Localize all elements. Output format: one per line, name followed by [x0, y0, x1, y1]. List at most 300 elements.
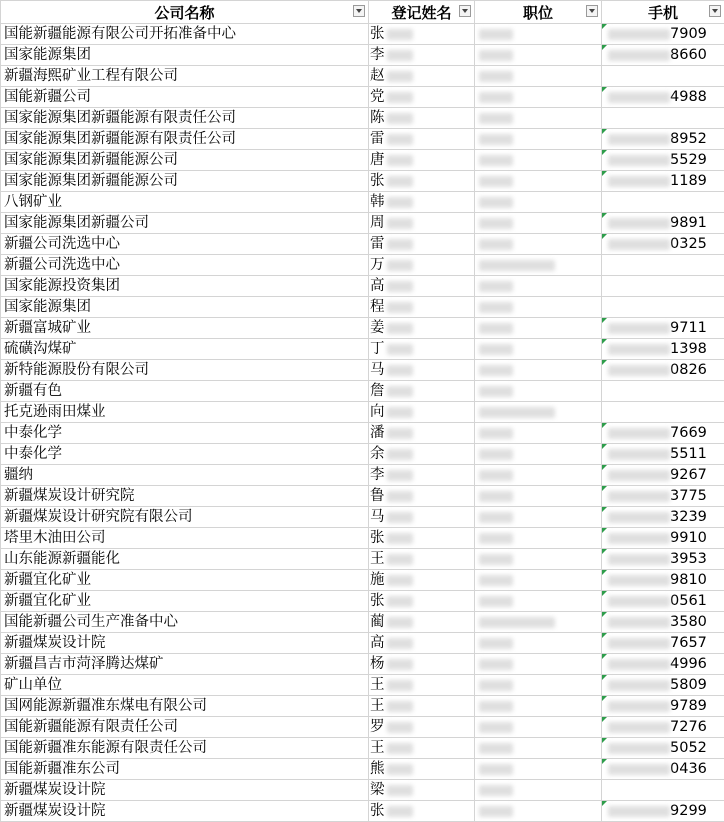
redacted-position — [479, 281, 513, 292]
redacted-position — [479, 806, 513, 817]
surname-text: 余 — [370, 444, 387, 464]
redacted-given-name — [387, 743, 413, 754]
table-row — [1, 339, 724, 360]
name-cell[interactable] — [369, 276, 475, 297]
table-row — [1, 633, 724, 654]
company-cell[interactable]: 新疆煤炭设计院 — [1, 801, 369, 822]
phone-last-digits: 0826 — [670, 360, 707, 380]
phone-cell[interactable] — [602, 675, 724, 696]
surname-text: 向 — [370, 402, 387, 422]
phone-cell[interactable] — [602, 87, 724, 108]
number-as-text-marker-icon — [602, 234, 607, 239]
redacted-phone-prefix — [608, 29, 670, 40]
redacted-phone-prefix — [608, 470, 670, 481]
company-cell[interactable]: 八钢矿业 — [1, 192, 369, 213]
surname-text: 张 — [370, 528, 387, 548]
redacted-given-name — [387, 575, 413, 586]
name-cell[interactable] — [369, 423, 475, 444]
position-cell[interactable] — [475, 24, 602, 45]
redacted-given-name — [387, 512, 413, 523]
phone-cell[interactable] — [602, 570, 724, 591]
phone-cell[interactable] — [602, 255, 724, 276]
filter-dropdown-icon[interactable] — [709, 5, 721, 17]
phone-last-digits: 0561 — [670, 591, 707, 611]
name-cell[interactable] — [369, 360, 475, 381]
number-as-text-marker-icon — [602, 717, 607, 722]
surname-text: 党 — [370, 87, 387, 107]
name-cell[interactable] — [369, 192, 475, 213]
name-cell[interactable] — [369, 654, 475, 675]
table-row — [1, 696, 724, 717]
position-cell[interactable] — [475, 129, 602, 150]
position-cell[interactable] — [475, 381, 602, 402]
table-row — [1, 612, 724, 633]
redacted-given-name — [387, 197, 413, 208]
number-as-text-marker-icon — [602, 423, 607, 428]
table-row — [1, 24, 724, 45]
company-cell[interactable]: 新特能源股份有限公司 — [1, 360, 369, 381]
redacted-position — [479, 533, 513, 544]
phone-cell[interactable] — [602, 129, 724, 150]
name-cell[interactable] — [369, 150, 475, 171]
name-cell[interactable] — [369, 24, 475, 45]
number-as-text-marker-icon — [602, 171, 607, 176]
position-cell[interactable] — [475, 696, 602, 717]
name-cell[interactable] — [369, 402, 475, 423]
company-cell[interactable]: 国家能源集团 — [1, 45, 369, 66]
position-cell[interactable] — [475, 465, 602, 486]
redacted-given-name — [387, 491, 413, 502]
redacted-given-name — [387, 449, 413, 460]
name-cell[interactable] — [369, 591, 475, 612]
table-row — [1, 108, 724, 129]
position-cell[interactable] — [475, 528, 602, 549]
name-cell[interactable] — [369, 318, 475, 339]
header-phone: 手机 — [602, 1, 724, 24]
number-as-text-marker-icon — [602, 738, 607, 743]
redacted-position — [479, 344, 513, 355]
company-cell[interactable]: 塔里木油田公司 — [1, 528, 369, 549]
phone-cell[interactable] — [602, 654, 724, 675]
phone-cell[interactable] — [602, 108, 724, 129]
phone-cell[interactable] — [602, 465, 724, 486]
name-cell[interactable] — [369, 801, 475, 822]
position-cell[interactable] — [475, 675, 602, 696]
company-cell[interactable]: 新疆煤炭设计研究院 — [1, 486, 369, 507]
redacted-position — [479, 134, 513, 145]
company-cell[interactable]: 硫磺沟煤矿 — [1, 339, 369, 360]
table-row — [1, 276, 724, 297]
company-cell[interactable]: 国能新疆准东能源有限责任公司 — [1, 738, 369, 759]
name-cell[interactable] — [369, 339, 475, 360]
phone-cell[interactable] — [602, 24, 724, 45]
phone-cell[interactable] — [602, 276, 724, 297]
table-row — [1, 738, 724, 759]
redacted-position — [479, 680, 513, 691]
table-row — [1, 759, 724, 780]
table-row — [1, 66, 724, 87]
redacted-position — [479, 638, 513, 649]
position-cell[interactable] — [475, 360, 602, 381]
surname-text: 陈 — [370, 108, 387, 128]
redacted-given-name — [387, 113, 413, 124]
phone-cell[interactable] — [602, 360, 724, 381]
position-cell[interactable] — [475, 444, 602, 465]
company-cell[interactable]: 国能新疆能源有限责任公司 — [1, 717, 369, 738]
company-cell[interactable]: 新疆煤炭设计院 — [1, 780, 369, 801]
company-cell[interactable]: 国网能源新疆准东煤电有限公司 — [1, 696, 369, 717]
redacted-position — [479, 470, 513, 481]
phone-cell[interactable] — [602, 297, 724, 318]
number-as-text-marker-icon — [602, 465, 607, 470]
table-row — [1, 381, 724, 402]
name-cell[interactable] — [369, 465, 475, 486]
redacted-position — [479, 449, 513, 460]
redacted-phone-prefix — [608, 554, 670, 565]
name-cell[interactable] — [369, 696, 475, 717]
number-as-text-marker-icon — [602, 528, 607, 533]
position-cell[interactable] — [475, 486, 602, 507]
company-cell[interactable]: 新疆有色 — [1, 381, 369, 402]
redacted-position — [479, 323, 513, 334]
redacted-position — [479, 302, 513, 313]
table-row — [1, 570, 724, 591]
position-cell[interactable] — [475, 318, 602, 339]
name-cell[interactable] — [369, 87, 475, 108]
redacted-position — [479, 197, 513, 208]
table-row — [1, 717, 724, 738]
company-cell[interactable]: 新疆公司洗选中心 — [1, 255, 369, 276]
name-cell[interactable] — [369, 45, 475, 66]
name-cell[interactable] — [369, 255, 475, 276]
filter-dropdown-icon[interactable] — [353, 5, 365, 17]
company-cell[interactable]: 中泰化学 — [1, 444, 369, 465]
number-as-text-marker-icon — [602, 444, 607, 449]
phone-last-digits: 9910 — [670, 528, 707, 548]
header-company: 公司名称 — [1, 1, 369, 24]
filter-dropdown-icon[interactable] — [459, 5, 471, 17]
position-cell[interactable] — [475, 633, 602, 654]
phone-cell[interactable] — [602, 759, 724, 780]
redacted-phone-prefix — [608, 701, 670, 712]
number-as-text-marker-icon — [602, 318, 607, 323]
redacted-position — [479, 428, 513, 439]
position-cell[interactable] — [475, 612, 602, 633]
table-row — [1, 423, 724, 444]
redacted-phone-prefix — [608, 743, 670, 754]
number-as-text-marker-icon — [602, 24, 607, 29]
company-cell[interactable]: 中泰化学 — [1, 423, 369, 444]
table-row — [1, 360, 724, 381]
surname-text: 高 — [370, 276, 387, 296]
redacted-phone-prefix — [608, 533, 670, 544]
surname-text: 蔺 — [370, 612, 387, 632]
name-cell[interactable] — [369, 612, 475, 633]
name-cell[interactable] — [369, 738, 475, 759]
redacted-position — [479, 575, 513, 586]
phone-last-digits: 9810 — [670, 570, 707, 590]
name-cell[interactable] — [369, 297, 475, 318]
position-cell[interactable] — [475, 801, 602, 822]
number-as-text-marker-icon — [602, 486, 607, 491]
table-row — [1, 549, 724, 570]
position-cell[interactable] — [475, 276, 602, 297]
phone-last-digits: 7909 — [670, 24, 707, 44]
table-row — [1, 801, 724, 822]
redacted-position — [479, 764, 513, 775]
company-cell[interactable]: 山东能源新疆能化 — [1, 549, 369, 570]
position-cell[interactable] — [475, 213, 602, 234]
phone-last-digits: 7669 — [670, 423, 707, 443]
redacted-phone-prefix — [608, 806, 670, 817]
redacted-position — [479, 92, 513, 103]
redacted-phone-prefix — [608, 659, 670, 670]
redacted-position — [479, 113, 513, 124]
redacted-phone-prefix — [608, 218, 670, 229]
redacted-given-name — [387, 428, 413, 439]
company-cell[interactable]: 新疆宜化矿业 — [1, 570, 369, 591]
phone-cell[interactable] — [602, 612, 724, 633]
redacted-given-name — [387, 407, 413, 418]
surname-text: 王 — [370, 696, 387, 716]
name-cell[interactable] — [369, 66, 475, 87]
position-cell[interactable] — [475, 549, 602, 570]
surname-text: 施 — [370, 570, 387, 590]
number-as-text-marker-icon — [602, 759, 607, 764]
redacted-phone-prefix — [608, 449, 670, 460]
redacted-position — [479, 260, 555, 271]
table-row — [1, 486, 724, 507]
position-cell[interactable] — [475, 738, 602, 759]
redacted-given-name — [387, 764, 413, 775]
phone-cell[interactable] — [602, 150, 724, 171]
name-cell[interactable] — [369, 675, 475, 696]
position-cell[interactable] — [475, 297, 602, 318]
surname-text: 张 — [370, 171, 387, 191]
company-cell[interactable]: 托克逊雨田煤业 — [1, 402, 369, 423]
name-cell[interactable] — [369, 570, 475, 591]
table-row — [1, 297, 724, 318]
phone-cell[interactable] — [602, 45, 724, 66]
redacted-phone-prefix — [608, 512, 670, 523]
position-cell[interactable] — [475, 45, 602, 66]
redacted-phone-prefix — [608, 50, 670, 61]
name-cell[interactable] — [369, 486, 475, 507]
phone-cell[interactable] — [602, 444, 724, 465]
company-cell[interactable]: 疆纳 — [1, 465, 369, 486]
surname-text: 高 — [370, 633, 387, 653]
number-as-text-marker-icon — [602, 213, 607, 218]
table-row — [1, 192, 724, 213]
position-cell[interactable] — [475, 339, 602, 360]
company-cell[interactable]: 国家能源集团新疆能源公司 — [1, 171, 369, 192]
company-cell[interactable]: 国家能源集团新疆能源有限责任公司 — [1, 108, 369, 129]
position-cell[interactable] — [475, 255, 602, 276]
name-cell[interactable] — [369, 507, 475, 528]
table-row — [1, 129, 724, 150]
number-as-text-marker-icon — [602, 612, 607, 617]
phone-cell[interactable] — [602, 318, 724, 339]
phone-last-digits: 0436 — [670, 759, 707, 779]
surname-text: 熊 — [370, 759, 387, 779]
phone-cell[interactable] — [602, 738, 724, 759]
redacted-given-name — [387, 50, 413, 61]
company-cell[interactable]: 新疆宜化矿业 — [1, 591, 369, 612]
phone-cell[interactable] — [602, 381, 724, 402]
redacted-phone-prefix — [608, 491, 670, 502]
phone-cell[interactable] — [602, 234, 724, 255]
phone-cell[interactable] — [602, 423, 724, 444]
phone-last-digits: 1189 — [670, 171, 707, 191]
phone-cell[interactable] — [602, 171, 724, 192]
phone-cell[interactable] — [602, 66, 724, 87]
name-cell[interactable] — [369, 633, 475, 654]
redacted-given-name — [387, 659, 413, 670]
name-cell[interactable] — [369, 171, 475, 192]
company-cell[interactable]: 国家能源集团新疆能源公司 — [1, 150, 369, 171]
redacted-given-name — [387, 71, 413, 82]
surname-text: 王 — [370, 738, 387, 758]
surname-text: 张 — [370, 801, 387, 821]
company-cell[interactable]: 新疆公司洗选中心 — [1, 234, 369, 255]
table-row — [1, 465, 724, 486]
position-cell[interactable] — [475, 192, 602, 213]
position-cell[interactable] — [475, 234, 602, 255]
position-cell[interactable] — [475, 654, 602, 675]
company-cell[interactable]: 国能新疆能源有限公司开拓准备中心 — [1, 24, 369, 45]
phone-cell[interactable] — [602, 339, 724, 360]
position-cell[interactable] — [475, 402, 602, 423]
table-row — [1, 507, 724, 528]
company-cell[interactable]: 矿山单位 — [1, 675, 369, 696]
position-cell[interactable] — [475, 87, 602, 108]
company-cell[interactable]: 新疆海熙矿业工程有限公司 — [1, 66, 369, 87]
phone-cell[interactable] — [602, 696, 724, 717]
name-cell[interactable] — [369, 528, 475, 549]
company-cell[interactable]: 国家能源集团新疆公司 — [1, 213, 369, 234]
company-cell[interactable]: 国能新疆公司 — [1, 87, 369, 108]
phone-cell[interactable] — [602, 633, 724, 654]
position-cell[interactable] — [475, 591, 602, 612]
phone-cell[interactable] — [602, 486, 724, 507]
table-row — [1, 87, 724, 108]
surname-text: 万 — [370, 255, 387, 275]
phone-last-digits: 3580 — [670, 612, 707, 632]
phone-cell[interactable] — [602, 801, 724, 822]
number-as-text-marker-icon — [602, 360, 607, 365]
phone-cell[interactable] — [602, 591, 724, 612]
company-cell[interactable]: 国家能源集团 — [1, 297, 369, 318]
number-as-text-marker-icon — [602, 339, 607, 344]
phone-cell[interactable] — [602, 717, 724, 738]
position-cell[interactable] — [475, 780, 602, 801]
phone-last-digits: 4996 — [670, 654, 707, 674]
company-cell[interactable]: 国家能源集团新疆能源有限责任公司 — [1, 129, 369, 150]
position-cell[interactable] — [475, 570, 602, 591]
table-row — [1, 171, 724, 192]
position-cell[interactable] — [475, 717, 602, 738]
phone-cell[interactable] — [602, 507, 724, 528]
number-as-text-marker-icon — [602, 507, 607, 512]
company-cell[interactable]: 新疆昌吉市菏泽腾达煤矿 — [1, 654, 369, 675]
surname-text: 王 — [370, 675, 387, 695]
phone-last-digits: 5809 — [670, 675, 707, 695]
phone-cell[interactable] — [602, 549, 724, 570]
name-cell[interactable] — [369, 213, 475, 234]
table-row — [1, 444, 724, 465]
phone-last-digits: 9789 — [670, 696, 707, 716]
position-cell[interactable] — [475, 171, 602, 192]
redacted-phone-prefix — [608, 365, 670, 376]
company-cell[interactable]: 新疆煤炭设计研究院有限公司 — [1, 507, 369, 528]
company-cell[interactable]: 国能新疆公司生产准备中心 — [1, 612, 369, 633]
phone-last-digits: 5529 — [670, 150, 707, 170]
redacted-given-name — [387, 638, 413, 649]
redacted-given-name — [387, 218, 413, 229]
filter-dropdown-icon[interactable] — [586, 5, 598, 17]
company-cell[interactable]: 新疆富城矿业 — [1, 318, 369, 339]
company-cell[interactable]: 国能新疆准东公司 — [1, 759, 369, 780]
phone-last-digits: 5052 — [670, 738, 707, 758]
position-cell[interactable] — [475, 759, 602, 780]
company-cell[interactable]: 国家能源投资集团 — [1, 276, 369, 297]
phone-last-digits: 7276 — [670, 717, 707, 737]
phone-cell[interactable] — [602, 402, 724, 423]
number-as-text-marker-icon — [602, 570, 607, 575]
position-cell[interactable] — [475, 150, 602, 171]
name-cell[interactable] — [369, 108, 475, 129]
phone-last-digits: 1398 — [670, 339, 707, 359]
redacted-position — [479, 176, 513, 187]
surname-text: 潘 — [370, 423, 387, 443]
name-cell[interactable] — [369, 129, 475, 150]
redacted-phone-prefix — [608, 176, 670, 187]
position-cell[interactable] — [475, 108, 602, 129]
number-as-text-marker-icon — [602, 549, 607, 554]
name-cell[interactable] — [369, 234, 475, 255]
phone-cell[interactable] — [602, 780, 724, 801]
surname-text: 王 — [370, 549, 387, 569]
redacted-given-name — [387, 533, 413, 544]
phone-last-digits: 8660 — [670, 45, 707, 65]
redacted-given-name — [387, 176, 413, 187]
company-cell[interactable]: 新疆煤炭设计院 — [1, 633, 369, 654]
redacted-position — [479, 617, 555, 628]
phone-cell[interactable] — [602, 192, 724, 213]
redacted-phone-prefix — [608, 428, 670, 439]
phone-cell[interactable] — [602, 528, 724, 549]
redacted-position — [479, 554, 513, 565]
position-cell[interactable] — [475, 507, 602, 528]
name-cell[interactable] — [369, 444, 475, 465]
redacted-phone-prefix — [608, 134, 670, 145]
name-cell[interactable] — [369, 717, 475, 738]
name-cell[interactable] — [369, 381, 475, 402]
redacted-phone-prefix — [608, 575, 670, 586]
phone-cell[interactable] — [602, 213, 724, 234]
position-cell[interactable] — [475, 423, 602, 444]
redacted-given-name — [387, 302, 413, 313]
name-cell[interactable] — [369, 759, 475, 780]
redacted-phone-prefix — [608, 617, 670, 628]
redacted-phone-prefix — [608, 680, 670, 691]
position-cell[interactable] — [475, 66, 602, 87]
number-as-text-marker-icon — [602, 675, 607, 680]
name-cell[interactable] — [369, 780, 475, 801]
name-cell[interactable] — [369, 549, 475, 570]
surname-text: 李 — [370, 465, 387, 485]
redacted-given-name — [387, 722, 413, 733]
